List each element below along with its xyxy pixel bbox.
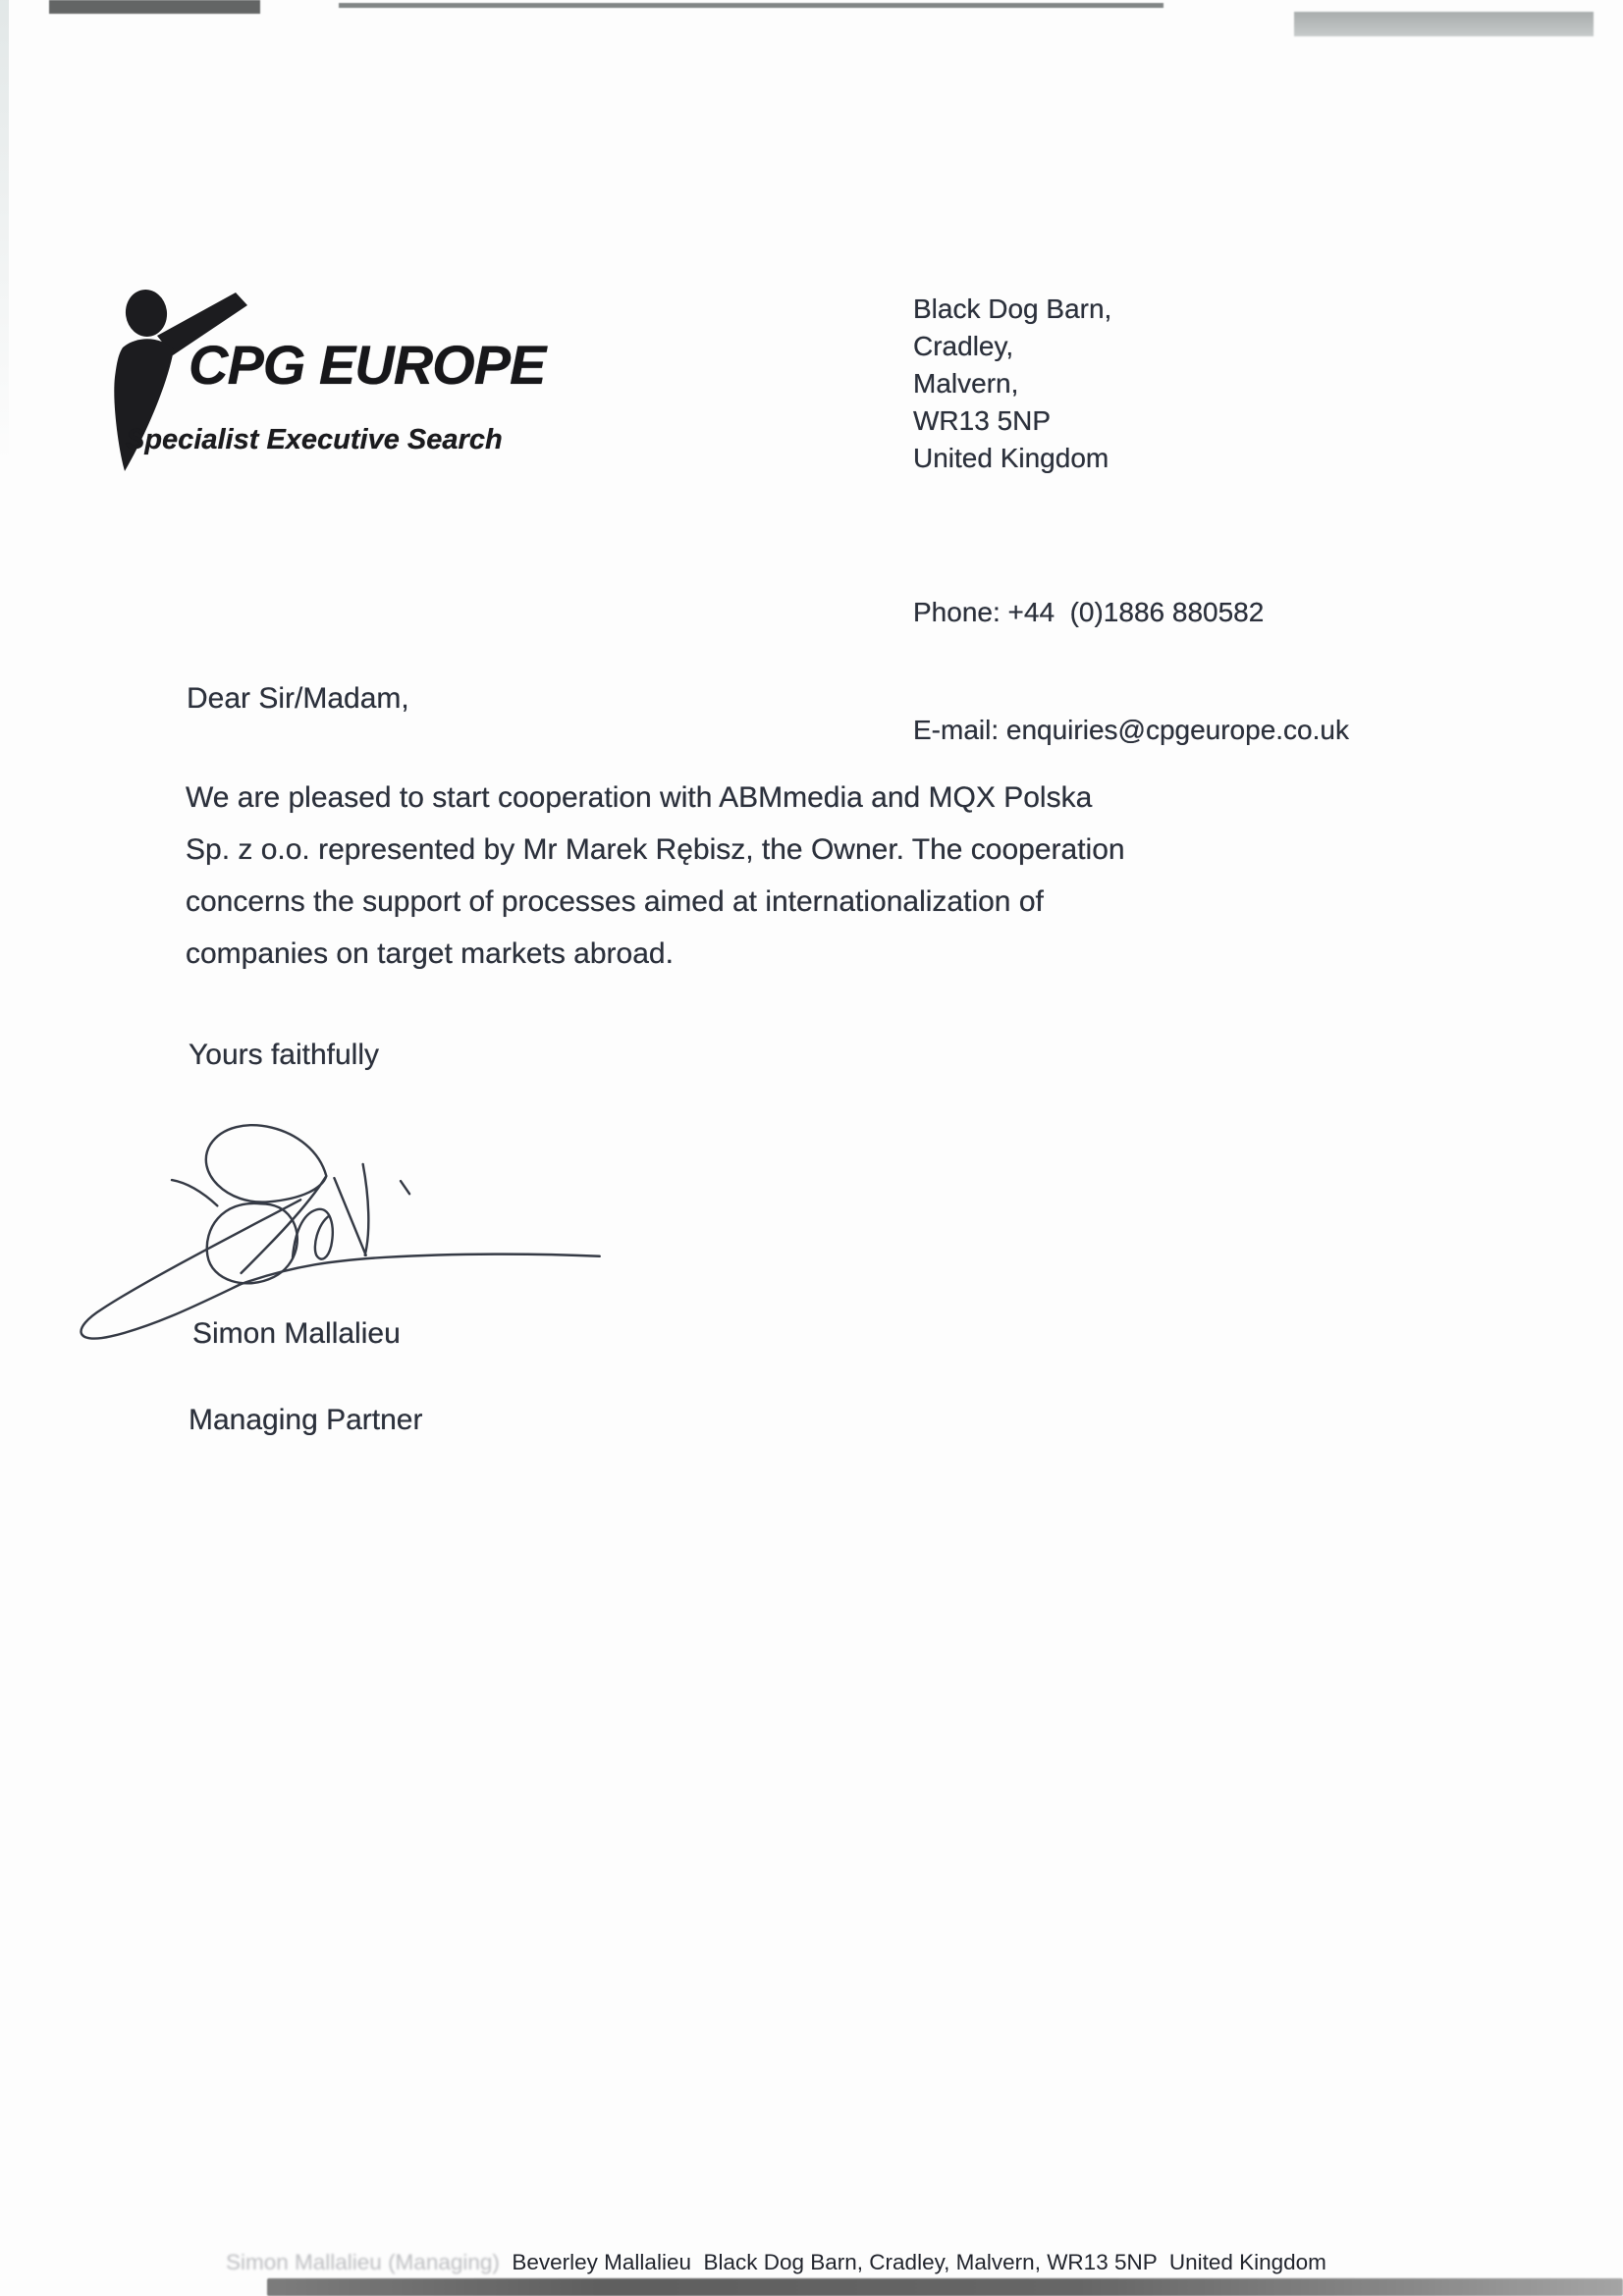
address-line: Malvern, bbox=[913, 368, 1019, 399]
salutation: Dear Sir/Madam, bbox=[187, 682, 409, 715]
footer-faint-text: Simon Mallalieu (Managing) bbox=[226, 2250, 513, 2274]
phone-line: Phone: +44 (0)1886 880582 bbox=[913, 597, 1265, 627]
scan-artifact-top-right bbox=[1294, 12, 1594, 36]
brand-tagline: Specialist Executive Search bbox=[126, 424, 503, 455]
closing-phrase: Yours faithfully bbox=[189, 1039, 380, 1071]
signer-title: Managing Partner bbox=[189, 1404, 423, 1436]
scan-edge-shadow bbox=[0, 0, 9, 461]
address-line: Cradley, bbox=[913, 331, 1014, 361]
scan-artifact-bottom-bar bbox=[267, 2278, 1623, 2296]
address-line: WR13 5NP bbox=[913, 405, 1052, 436]
footer-line bbox=[226, 2248, 1404, 2277]
body-line: We are pleased to start cooperation with ABMmedia and MQX Polska bbox=[186, 781, 1093, 814]
scan-artifact-top-left bbox=[49, 0, 260, 14]
company-address-block bbox=[913, 291, 1111, 477]
body-line: companies on target markets abroad. bbox=[186, 937, 674, 970]
body-line: Sp. z o.o. represented by Mr Marek Rębisz, the Owner. The cooperation bbox=[186, 833, 1125, 866]
footer-text: Beverley Mallalieu Black Dog Barn, Cradley, Malvern, WR13 5NP United Kingdom bbox=[512, 2250, 1326, 2274]
brand-name: CPG EUROPE bbox=[189, 334, 546, 396]
scan-artifact-top-line bbox=[339, 3, 1163, 8]
body-line: concerns the support of processes aimed at internationalization of bbox=[186, 885, 1044, 918]
address-line: United Kingdom bbox=[913, 443, 1109, 473]
email-line: E-mail: enquiries@cpgeurope.co.uk bbox=[913, 715, 1349, 745]
address-line: Black Dog Barn, bbox=[913, 294, 1112, 324]
handwritten-signature bbox=[57, 1105, 631, 1346]
signer-name: Simon Mallalieu bbox=[192, 1317, 401, 1350]
letter-body bbox=[186, 772, 1125, 980]
